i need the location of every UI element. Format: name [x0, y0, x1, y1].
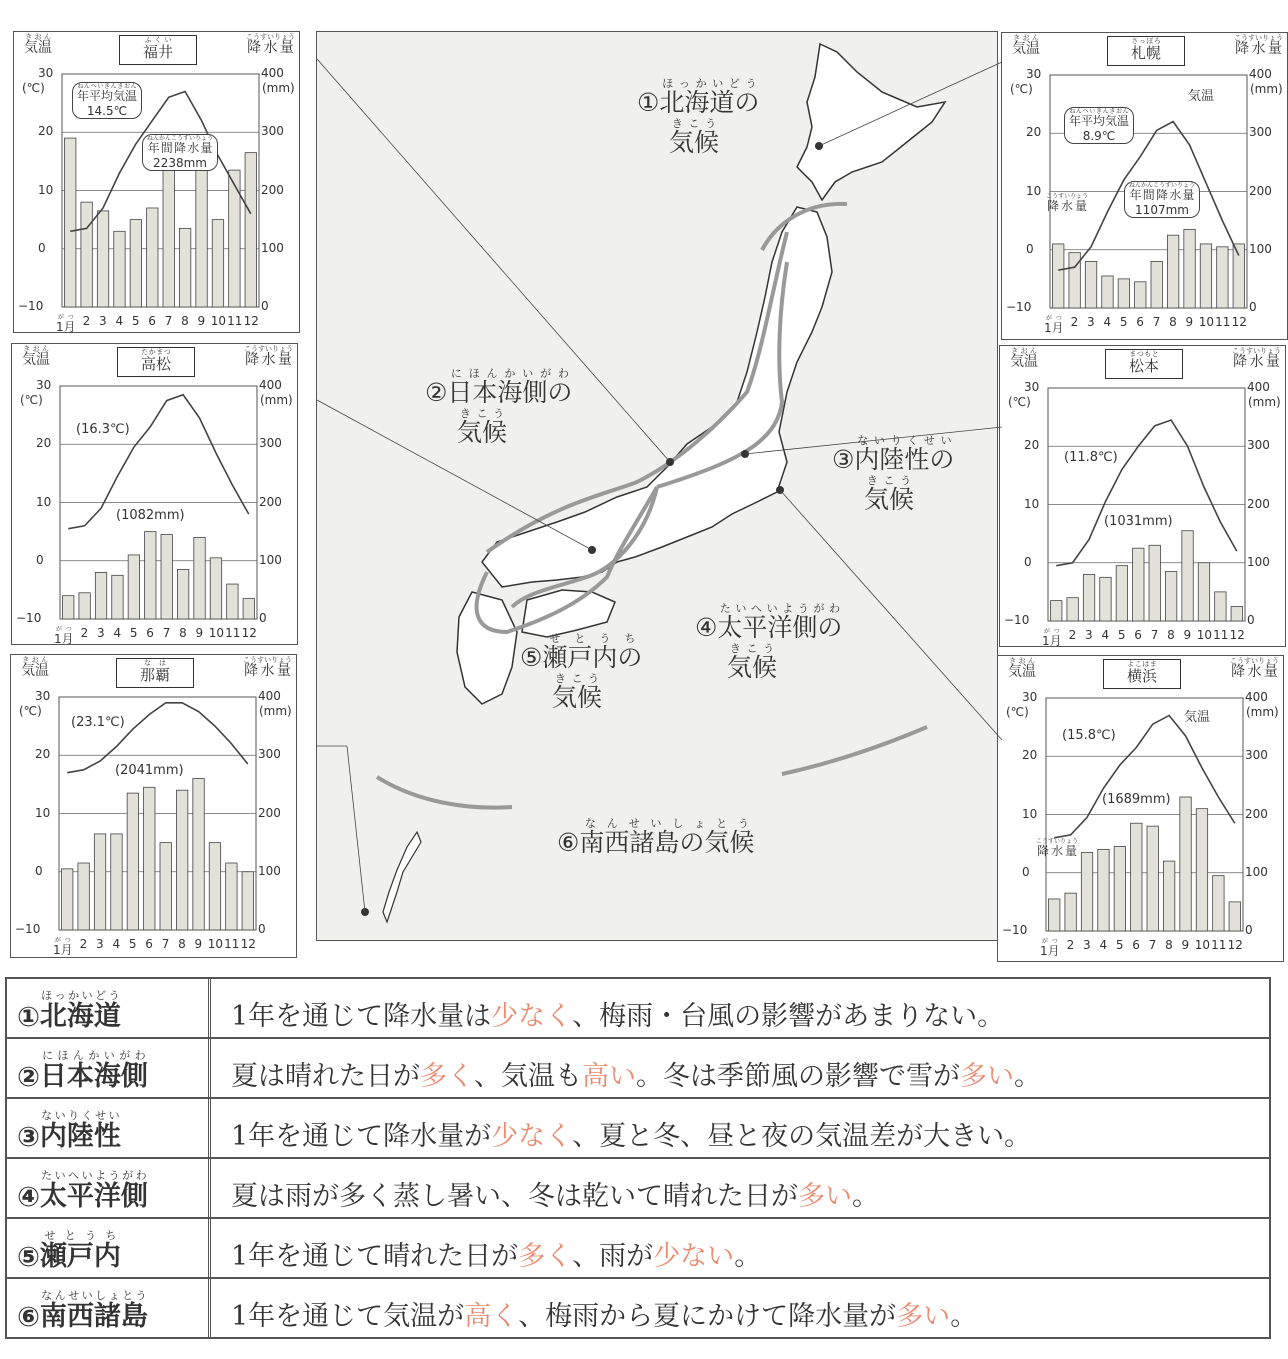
precip-bar [1147, 826, 1158, 931]
climate-summary-table [5, 977, 1271, 1339]
temp-axis-title: 気温きおん [1010, 347, 1038, 370]
precip-bar [1151, 261, 1162, 308]
precip-tick-label: 0 [258, 922, 266, 936]
temp-tick-label: −10 [18, 299, 44, 313]
precip-bar [1149, 545, 1160, 621]
month-label: 7 [1148, 938, 1157, 952]
precip-tick-label: 200 [258, 805, 281, 820]
temp-tick-label: −10 [15, 922, 41, 936]
precip-bar [194, 537, 205, 619]
precip-bar [179, 228, 190, 307]
temp-tick-label: 20 [35, 747, 51, 762]
month-label: 5 [1115, 938, 1124, 952]
precip-bar [1116, 566, 1127, 621]
precip-bar [95, 572, 106, 619]
city-name: 高松たかまつ [117, 347, 195, 377]
precip-bar [62, 869, 73, 930]
table-row [7, 1279, 1269, 1337]
month-label: 3 [1085, 628, 1093, 642]
region-label-nansei: ⑥南西諸島の気候なんせいしょとう [557, 817, 755, 857]
temp-tick-label: 30 [1026, 67, 1042, 81]
precip-bar [114, 231, 125, 307]
month-label: 6 [1134, 628, 1142, 642]
precip-bar [163, 161, 174, 307]
precip-bar [1167, 235, 1178, 308]
temp-tick-label: 20 [1024, 438, 1040, 453]
temp-tick-label: 10 [1026, 183, 1042, 198]
precip-tick-label: 0 [1247, 613, 1255, 627]
precip-tick-label: 400 [1247, 380, 1270, 394]
region-name-cell: ② 日本海側にほんかいがわ [7, 1039, 211, 1097]
precip-bar [63, 596, 74, 619]
temp-tick-label: 30 [1024, 380, 1040, 394]
precip-tick-label: 300 [1249, 125, 1272, 140]
chart-fukui [13, 31, 300, 333]
precip-bar [1081, 852, 1092, 931]
precip-bar [1065, 893, 1076, 931]
precip-tick-label: 100 [1247, 554, 1270, 569]
precip-bar [1231, 606, 1242, 621]
avg-temp-annotation: (16.3℃) [76, 422, 130, 437]
precip-bar [209, 843, 220, 930]
precip-bar [1182, 531, 1193, 621]
month-label: 12 [243, 314, 259, 328]
month-label: 7 [164, 314, 173, 328]
precip-bar [1100, 577, 1111, 621]
kyushu-shape [457, 592, 517, 704]
precip-unit: (mm) [260, 393, 293, 407]
temp-tick-label: −10 [1002, 923, 1028, 937]
precip-tick-label: 400 [259, 378, 282, 392]
chart-takamatsu [11, 343, 298, 645]
precip-axis-title: 降水量こうすいりょう [1234, 34, 1283, 57]
region-name-cell: ① 北海道ほっかいどう [7, 979, 211, 1037]
month-label: 2 [82, 314, 91, 328]
month-label: 1月がつ [54, 626, 74, 646]
precip-tick-label: 200 [261, 182, 284, 197]
climate-chart-svg [14, 32, 299, 332]
precip-bar [1217, 247, 1228, 308]
temp-unit: (℃) [20, 393, 43, 407]
temp-axis-title: 気温きおん [21, 656, 49, 679]
temp-line [1056, 420, 1237, 566]
precip-bar [130, 220, 141, 307]
climate-chart-svg [1000, 346, 1285, 646]
precip-bar [97, 211, 108, 307]
month-label: 11 [227, 314, 243, 328]
precip-bar [1083, 574, 1094, 621]
month-label: 9 [197, 314, 206, 328]
annual-precip-value: 1107mm [1135, 203, 1189, 217]
precip-bar [212, 220, 223, 307]
month-label: 5 [128, 937, 137, 951]
precip-tick-label: 200 [1249, 183, 1272, 198]
chart-naha [10, 654, 297, 958]
temp-tick-label: 10 [1022, 806, 1038, 821]
temp-tick-label: 0 [38, 240, 46, 255]
temp-tick-label: 10 [1024, 496, 1040, 511]
precip-bar [196, 170, 207, 307]
month-label: 4 [1103, 315, 1112, 329]
month-label: 6 [146, 626, 154, 640]
month-label: 10 [208, 626, 225, 640]
annual-precip-annotation: (1689mm) [1102, 792, 1171, 807]
temp-unit: (℃) [19, 704, 42, 718]
climate-description-cell: 1年を通じて気温が 高く 、梅雨から夏にかけて降水量が 多い 。 [231, 1301, 978, 1332]
precip-bar [1163, 861, 1174, 931]
temp-axis-title: 気温きおん [1012, 34, 1040, 57]
month-label: 12 [241, 626, 257, 640]
month-label: 10 [207, 937, 224, 951]
precip-tick-label: 100 [261, 240, 284, 255]
month-label: 12 [1231, 315, 1247, 329]
precip-bar [177, 569, 188, 619]
region-label-inland: ③内陸性のないりくせい 気候きこう [832, 434, 955, 514]
temp-tick-label: 0 [1022, 864, 1030, 879]
month-label: 5 [129, 626, 138, 640]
precip-bar [111, 834, 122, 930]
precip-bar [1165, 571, 1176, 621]
precip-bar [1069, 253, 1080, 308]
climate-description-cell: 1年を通じて降水量が 少なく 、夏と冬、昼と夜の気温差が大きい。 [231, 1121, 1032, 1152]
temp-tick-label: 0 [1024, 554, 1032, 569]
precip-bar [112, 575, 123, 619]
month-label: 11 [1215, 315, 1231, 329]
precip-tick-label: 0 [259, 611, 267, 625]
month-label: 5 [131, 314, 140, 328]
month-label: 10 [1198, 315, 1215, 329]
month-label: 2 [1070, 315, 1079, 329]
month-label: 3 [99, 314, 107, 328]
temp-series-label: 気温 [1188, 89, 1215, 104]
month-label: 11 [225, 626, 241, 640]
month-label: 8 [1167, 628, 1175, 642]
precip-unit: (mm) [262, 81, 295, 95]
month-label: 6 [1132, 938, 1140, 952]
temp-tick-label: 20 [38, 124, 54, 139]
month-label: 4 [113, 626, 122, 640]
precip-bar [65, 138, 76, 307]
climate-description-cell: 1年を通じて降水量は 少なく 、梅雨・台風の影響があまりない。 [231, 1001, 1005, 1032]
precip-bar [243, 599, 254, 619]
precip-tick-label: 400 [1245, 690, 1268, 704]
month-label: 8 [1169, 315, 1177, 329]
region-name-cell: ⑤ 瀬戸内せとうち [7, 1219, 211, 1277]
region-label-pacific: ④太平洋側のたいへいようがわ 気候きこう [695, 602, 843, 682]
region-name-cell: ③ 内陸性ないりくせい [7, 1099, 211, 1157]
avg-temp-annotation: (15.8℃) [1062, 728, 1116, 743]
temp-tick-label: 30 [1022, 690, 1038, 704]
month-label: 10 [1194, 938, 1211, 952]
temp-tick-label: 30 [36, 378, 52, 392]
precip-bar [1184, 229, 1195, 308]
precip-tick-label: 100 [1249, 241, 1272, 256]
precip-bar [128, 555, 139, 619]
temp-tick-label: −10 [1006, 300, 1032, 314]
precip-series-label: 降水量こうすいりょう [1046, 193, 1089, 213]
avg-temp-annotation: 年平均気温ねんへいきんきおん 14.5℃ [72, 82, 142, 119]
precip-axis-title: 降水量こうすいりょう [1232, 347, 1281, 370]
temp-series-label: 気温 [1184, 710, 1211, 725]
precip-tick-label: 400 [258, 689, 281, 703]
precip-bar [176, 790, 187, 930]
chart-sapporo [1001, 32, 1288, 340]
temp-axis-title: 気温きおん [24, 33, 52, 56]
month-label: 6 [1136, 315, 1144, 329]
precip-tick-label: 400 [261, 66, 284, 80]
precip-bar [1118, 279, 1129, 308]
month-label: 7 [1150, 628, 1159, 642]
city-name: 札幌さっぽろ [1107, 36, 1185, 66]
temp-unit: (℃) [22, 81, 45, 95]
avg-temp-annotation: (23.1℃) [71, 715, 125, 730]
climate-description-cell: 夏は晴れた日が 多く 、気温も 高い 。冬は季節風の影響で雪が 多い 。 [231, 1061, 1041, 1092]
month-label: 4 [112, 937, 121, 951]
precip-tick-label: 100 [259, 552, 282, 567]
annual-precip-annotation: 年間降水量ねんかんこうすいりょう 1107mm [1124, 181, 1200, 218]
precip-tick-label: 0 [1249, 300, 1257, 314]
precip-unit: (mm) [1246, 705, 1279, 719]
month-label: 3 [96, 937, 104, 951]
precip-tick-label: 300 [1247, 438, 1270, 453]
annual-precip-value: 2238mm [153, 156, 207, 170]
month-label: 11 [224, 937, 240, 951]
temp-tick-label: 20 [1026, 125, 1042, 140]
precip-bar [1085, 261, 1096, 308]
temp-axis-title: 気温きおん [1008, 657, 1036, 680]
precip-bar [78, 863, 89, 930]
precip-tick-label: 300 [259, 436, 282, 451]
month-label: 2 [1068, 628, 1077, 642]
precip-bar [226, 863, 237, 930]
precip-axis-title: 降水量こうすいりょう [243, 656, 292, 679]
region-label-setouchi: ⑤瀬戸内のせとうち 気候きこう [520, 632, 643, 712]
region-name-cell: ⑥ 南西諸島なんせいしょとう [7, 1279, 211, 1337]
avg-temp-annotation: 年平均気温ねんへいきんきおん 8.9℃ [1064, 107, 1134, 144]
temp-tick-label: 20 [1022, 748, 1038, 763]
precip-tick-label: 100 [1245, 864, 1268, 879]
region-label-hokkaido: ①北海道のほっかいどう 気候きこう [637, 77, 760, 157]
precip-bar [245, 153, 256, 307]
month-label: 2 [79, 937, 88, 951]
month-label: 3 [97, 626, 105, 640]
climate-description-cell: 1年を通じて晴れた日が 多く 、雨が 少ない 。 [231, 1241, 762, 1272]
month-label: 9 [1183, 628, 1192, 642]
climate-chart-svg [12, 344, 297, 644]
precip-axis-title: 降水量こうすいりょう [244, 345, 293, 368]
precip-axis-title: 降水量こうすいりょう [1230, 657, 1279, 680]
precip-axis-title: 降水量こうすいりょう [246, 33, 295, 56]
month-label: 12 [1227, 938, 1243, 952]
precip-unit: (mm) [1250, 82, 1283, 96]
month-label: 3 [1083, 938, 1091, 952]
precip-bar [1114, 847, 1125, 931]
precip-bar [1053, 244, 1064, 308]
precip-tick-label: 100 [258, 863, 281, 878]
temp-tick-label: 20 [36, 436, 52, 451]
annual-precip-annotation: (1031mm) [1104, 514, 1173, 529]
month-label: 4 [115, 314, 124, 328]
precip-bar [1098, 849, 1109, 931]
temp-tick-label: 0 [1026, 241, 1034, 256]
temp-tick-label: 0 [35, 863, 43, 878]
month-label: 8 [178, 937, 186, 951]
precip-bar [1102, 276, 1113, 308]
precip-unit: (mm) [1248, 395, 1281, 409]
month-label: 11 [1213, 628, 1229, 642]
avg-temp-annotation: (11.8℃) [1064, 450, 1118, 465]
precip-bar [1131, 823, 1142, 931]
precip-tick-label: 300 [1245, 748, 1268, 763]
month-label: 9 [1185, 315, 1194, 329]
month-label: 1月がつ [1040, 938, 1060, 958]
month-label: 10 [1196, 628, 1213, 642]
month-label: 10 [210, 314, 227, 328]
precip-bar [127, 793, 138, 930]
month-label: 2 [1066, 938, 1075, 952]
precip-bar [94, 834, 105, 930]
region-name-cell: ④ 太平洋側たいへいようがわ [7, 1159, 211, 1217]
temp-tick-label: 30 [38, 66, 54, 80]
precip-bar [1049, 899, 1060, 931]
city-name: 福井ふくい [119, 35, 197, 65]
city-name: 那覇なは [116, 658, 194, 688]
month-label: 9 [194, 937, 203, 951]
city-name: 横浜よこはま [1103, 659, 1181, 689]
precip-bar [1067, 598, 1078, 621]
temp-tick-label: 10 [36, 494, 52, 509]
precip-bar [1198, 563, 1209, 621]
precip-bar [144, 787, 155, 930]
precip-bar [1135, 282, 1146, 308]
month-label: 6 [148, 314, 156, 328]
precip-bar [147, 208, 158, 307]
precip-tick-label: 0 [261, 299, 269, 313]
table-row [7, 1039, 1269, 1099]
precip-bar [193, 779, 204, 930]
avg-temp-value: 8.9℃ [1082, 129, 1116, 143]
month-label: 9 [1181, 938, 1190, 952]
annual-precip-annotation: 年間降水量ねんかんこうすいりょう 2238mm [142, 134, 218, 171]
temp-tick-label: 0 [36, 552, 44, 567]
month-label: 6 [145, 937, 153, 951]
precip-tick-label: 300 [261, 124, 284, 139]
okinawa-shape [383, 832, 421, 922]
precip-series-label: 降水量こうすいりょう [1036, 838, 1079, 858]
avg-temp-value: 14.5℃ [86, 104, 128, 118]
precip-unit: (mm) [259, 704, 292, 718]
precip-tick-label: 0 [1245, 923, 1253, 937]
month-label: 7 [162, 626, 171, 640]
precip-bar [81, 202, 92, 307]
temp-unit: (℃) [1010, 82, 1033, 96]
month-label: 2 [80, 626, 89, 640]
table-row [7, 979, 1269, 1039]
precip-bar [1051, 601, 1062, 621]
precip-tick-label: 200 [1247, 496, 1270, 511]
precip-bar [145, 532, 156, 619]
precip-bar [210, 558, 221, 619]
region-label-japan-sea: ②日本海側のにほんかいがわ 気候きこう [425, 367, 573, 447]
temp-unit: (℃) [1006, 705, 1029, 719]
month-label: 4 [1101, 628, 1110, 642]
month-label: 8 [179, 626, 187, 640]
precip-bar [242, 872, 253, 930]
precip-bar [1180, 797, 1191, 931]
precip-bar [1133, 548, 1144, 621]
precip-tick-label: 200 [1245, 806, 1268, 821]
month-label: 11 [1211, 938, 1227, 952]
month-label: 8 [1165, 938, 1173, 952]
month-label: 4 [1099, 938, 1108, 952]
month-label: 5 [1119, 315, 1128, 329]
temp-unit: (℃) [1008, 395, 1031, 409]
climate-chart-svg [11, 655, 296, 955]
month-label: 1月がつ [53, 937, 73, 957]
precip-bar [79, 593, 90, 619]
temp-tick-label: −10 [16, 611, 42, 625]
annual-precip-annotation: (1082mm) [116, 508, 185, 523]
month-label: 9 [195, 626, 204, 640]
chart-matsumoto [999, 345, 1286, 647]
chart-yokohama [997, 655, 1284, 962]
table-row [7, 1219, 1269, 1279]
precip-bar [1229, 902, 1240, 931]
month-label: 3 [1087, 315, 1095, 329]
temp-tick-label: 10 [38, 182, 54, 197]
precip-bar [1200, 244, 1211, 308]
shikoku-shape [522, 590, 615, 637]
temp-tick-label: −10 [1004, 613, 1030, 627]
city-name: 松本まつもと [1105, 349, 1183, 379]
precip-tick-label: 400 [1249, 67, 1272, 81]
precip-bar [160, 843, 171, 930]
month-label: 7 [161, 937, 170, 951]
month-label: 8 [181, 314, 189, 328]
precip-bar [1213, 876, 1224, 931]
table-row [7, 1099, 1269, 1159]
month-label: 1月がつ [1042, 628, 1062, 648]
precip-bar [227, 584, 238, 619]
temp-tick-label: 30 [35, 689, 51, 703]
japan-map [316, 31, 998, 941]
precip-tick-label: 200 [259, 494, 282, 509]
precip-tick-label: 300 [258, 747, 281, 762]
precip-bar [1215, 592, 1226, 621]
month-label: 12 [1229, 628, 1245, 642]
annual-precip-annotation: (2041mm) [115, 763, 184, 778]
month-label: 1月がつ [1044, 315, 1064, 335]
temp-axis-title: 気温きおん [22, 345, 50, 368]
precip-bar [161, 535, 172, 619]
precip-bar [1233, 244, 1244, 308]
month-label: 7 [1152, 315, 1161, 329]
month-label: 5 [1117, 628, 1126, 642]
month-label: 1月がつ [56, 314, 76, 334]
precip-bar [1196, 809, 1207, 931]
climate-description-cell: 夏は雨が多く蒸し暑い、冬は乾いて晴れた日が 多い 。 [231, 1181, 879, 1212]
table-row [7, 1159, 1269, 1219]
month-label: 12 [240, 937, 256, 951]
temp-tick-label: 10 [35, 805, 51, 820]
